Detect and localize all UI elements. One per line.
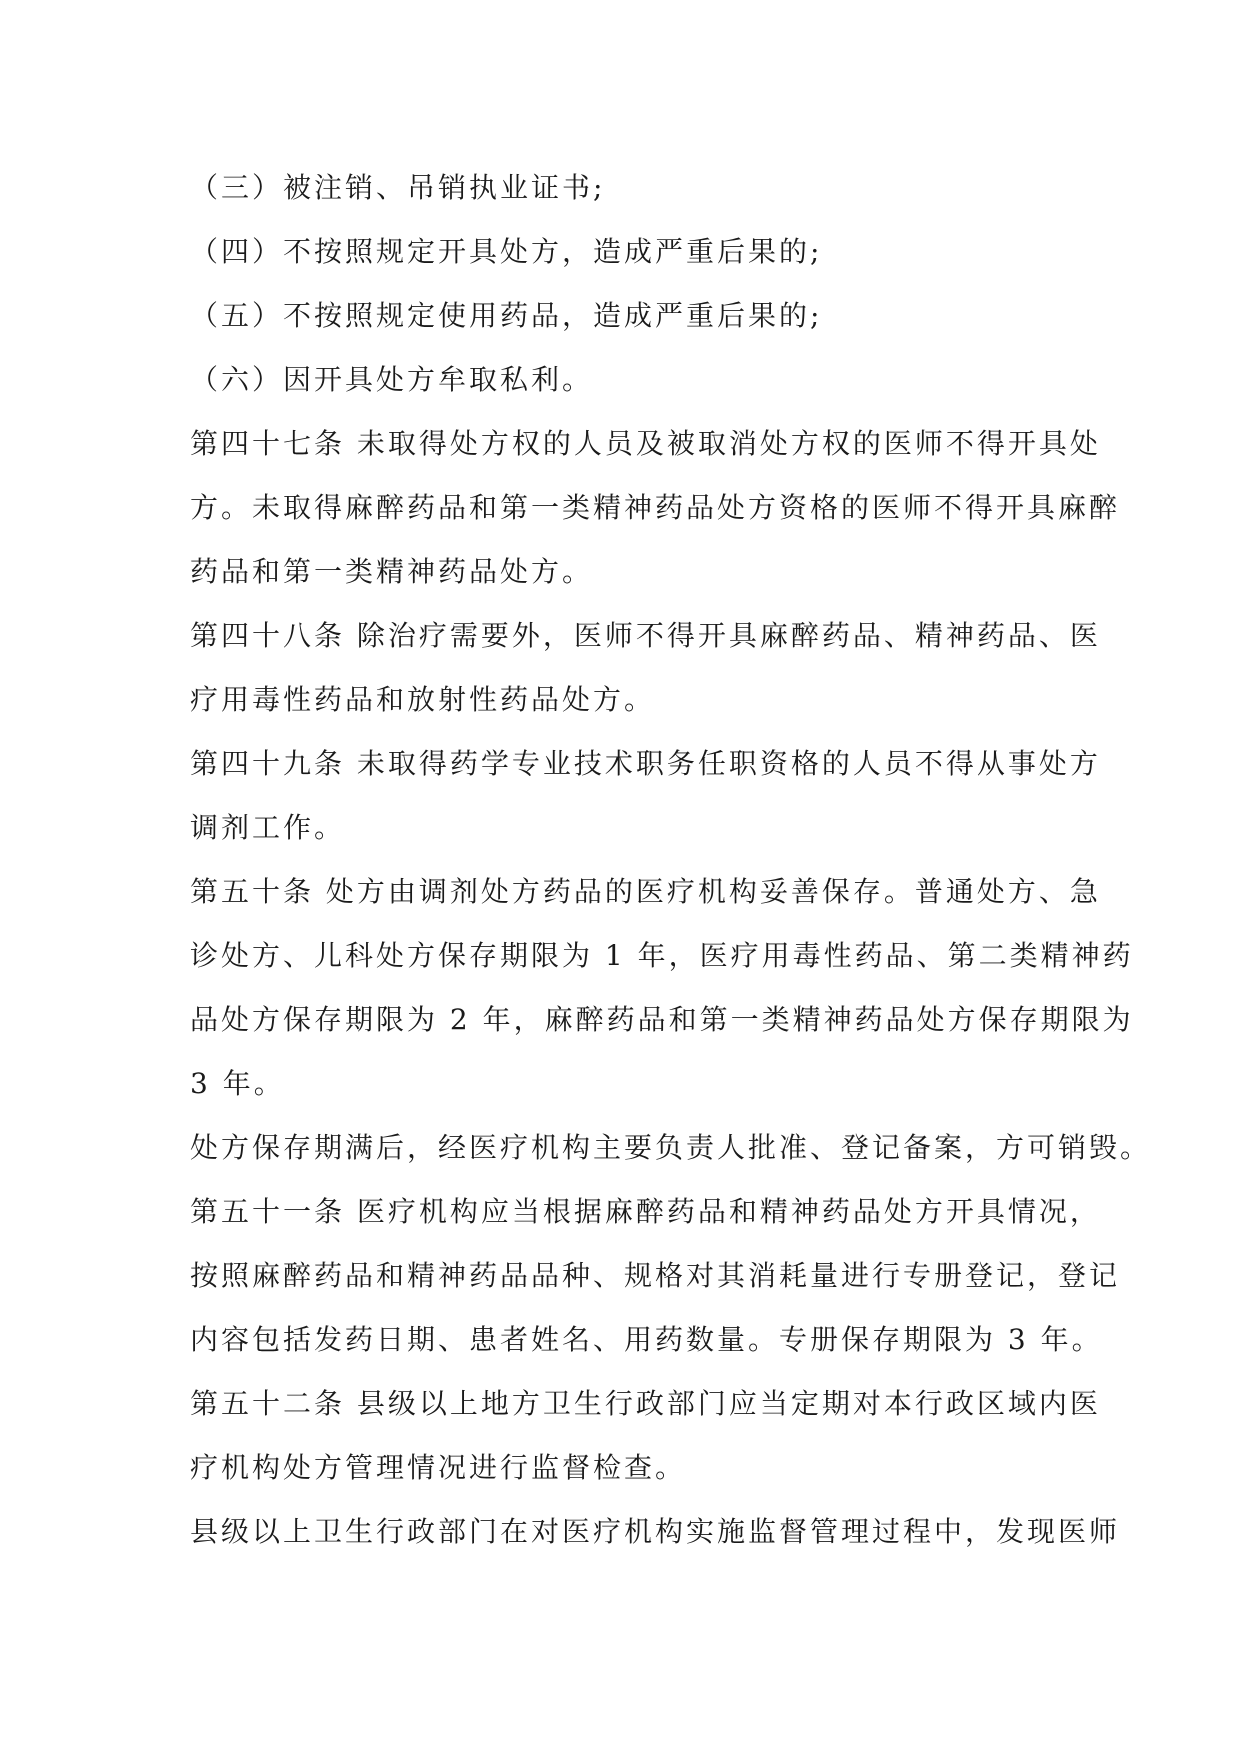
document-body [190,156,1152,1564]
article-47-line-1: 第四十七条 未取得处方权的人员及被取消处方权的医师不得开具处 [190,427,1101,460]
article-50-paragraph-2: 处方保存期满后，经医疗机构主要负责人批准、登记备案，方可销毁。 [190,1131,1152,1164]
article-47-line-3: 药品和第一类精神药品处方。 [190,555,594,588]
article-48-line-1: 第四十八条 除治疗需要外，医师不得开具麻醉药品、精神药品、医 [190,619,1101,652]
article-52-paragraph-2: 县级以上卫生行政部门在对医疗机构实施监督管理过程中，发现医师 [190,1515,1121,1548]
article-51-line-2: 按照麻醉药品和精神药品品种、规格对其消耗量进行专册登记，登记 [190,1259,1121,1292]
text-line-1: （三）被注销、吊销执业证书; [190,171,606,204]
article-51-line-1: 第五十一条 医疗机构应当根据麻醉药品和精神药品处方开具情况， [190,1195,1101,1228]
article-52-line-2: 疗机构处方管理情况进行监督检查。 [190,1451,687,1484]
text-line-3: （五）不按照规定使用药品，造成严重后果的; [190,299,823,332]
text-line-4: （六）因开具处方牟取私利。 [190,363,594,396]
article-52-line-1: 第五十二条 县级以上地方卫生行政部门应当定期对本行政区域内医 [190,1387,1101,1420]
article-50-line-2: 诊处方、儿科处方保存期限为 1 年，医疗用毒性药品、第二类精神药 [190,939,1134,972]
article-51-line-3: 内容包括发药日期、患者姓名、用药数量。专册保存期限为 3 年。 [190,1323,1103,1356]
article-50-line-3: 品处方保存期限为 2 年，麻醉药品和第一类精神药品处方保存期限为 [190,1003,1134,1036]
article-48-line-2: 疗用毒性药品和放射性药品处方。 [190,683,656,716]
article-50-line-1: 第五十条 处方由调剂处方药品的医疗机构妥善保存。普通处方、急 [190,875,1101,908]
article-49-line-2: 调剂工作。 [190,811,346,844]
text-line-2: （四）不按照规定开具处方，造成严重后果的; [190,235,823,268]
article-50-line-4: 3 年。 [190,1067,285,1100]
article-47-line-2: 方。未取得麻醉药品和第一类精神药品处方资格的医师不得开具麻醉 [190,491,1121,524]
article-49-line-1: 第四十九条 未取得药学专业技术职务任职资格的人员不得从事处方 [190,747,1101,780]
